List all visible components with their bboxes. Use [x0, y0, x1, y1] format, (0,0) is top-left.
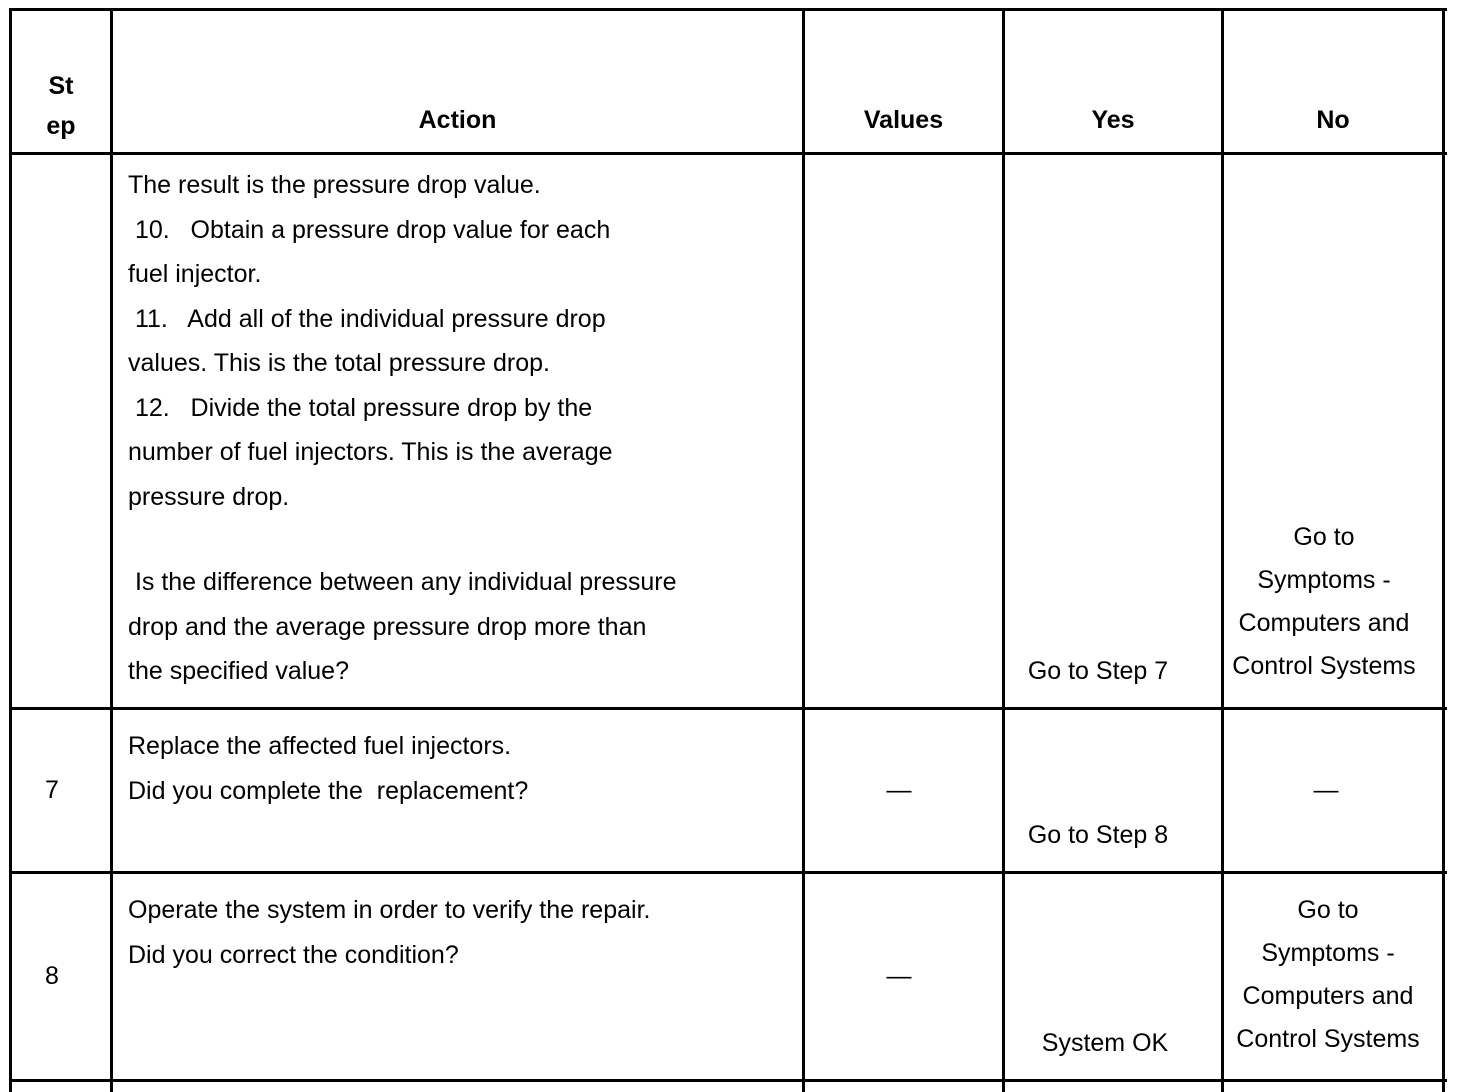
no-line: Symptoms - [1261, 939, 1395, 967]
row-no [1224, 516, 1424, 688]
row-values: — [886, 776, 912, 804]
action-line: Is the difference between any individual pressure [128, 568, 677, 596]
row-divider [9, 707, 1447, 710]
action-line: 10. Obtain a pressure drop value for each [128, 215, 611, 244]
column-divider [1002, 8, 1005, 1092]
header-values: Values [863, 106, 944, 134]
action-line: pressure drop. [128, 482, 290, 511]
no-line: Control Systems [1236, 1025, 1420, 1053]
row-action [128, 888, 650, 977]
row-no: — [1313, 776, 1339, 804]
header-step-line: ep [46, 112, 76, 140]
header-step-line: St [48, 72, 74, 100]
action-line: the specified value? [128, 657, 349, 685]
column-divider [110, 8, 113, 1092]
action-line [128, 519, 677, 560]
no-line: Control Systems [1232, 652, 1416, 680]
action-line: The result is the pressure drop value. [128, 171, 541, 199]
action-line: 12. Divide the total pressure drop by the [128, 393, 593, 422]
row-values: — [886, 962, 912, 990]
row-divider [9, 1079, 1447, 1082]
row-no [1224, 889, 1432, 1061]
row-action [128, 724, 528, 813]
no-line: Go to [1297, 896, 1359, 924]
row-yes: System OK [1041, 1029, 1169, 1057]
action-line: values. This is the total pressure drop. [128, 349, 550, 377]
action-line: Did you complete the replacement? [128, 776, 529, 805]
header-yes: Yes [1091, 106, 1135, 134]
column-divider [802, 8, 805, 1092]
no-line: Computers and [1238, 609, 1410, 637]
action-line: 11. Add all of the individual pressure drop [128, 304, 606, 333]
column-divider [1442, 8, 1445, 1092]
header-divider [9, 152, 1447, 155]
row-step: 7 [45, 776, 59, 804]
action-line: fuel injector. [128, 260, 262, 288]
column-divider [9, 8, 12, 1092]
header-no: No [1316, 106, 1350, 134]
row-yes: Go to Step 7 [1027, 657, 1169, 685]
action-line: drop and the average pressure drop more than [128, 612, 647, 641]
row-action [128, 163, 677, 694]
action-line: number of fuel injectors. This is the average [128, 438, 613, 466]
header-step [12, 66, 110, 146]
action-line: Did you correct the condition? [128, 940, 459, 969]
table-border-top [9, 8, 1447, 11]
no-line: Symptoms - [1257, 566, 1391, 594]
row-divider [9, 871, 1447, 874]
action-line: Operate the system in order to verify the repair. [128, 896, 651, 924]
no-line: Computers and [1242, 982, 1414, 1010]
row-yes: Go to Step 8 [1027, 821, 1169, 849]
row-step: 8 [45, 962, 59, 990]
header-action: Action [418, 106, 497, 134]
no-line: Go to [1293, 523, 1355, 551]
action-line: Replace the affected fuel injectors. [128, 732, 512, 760]
